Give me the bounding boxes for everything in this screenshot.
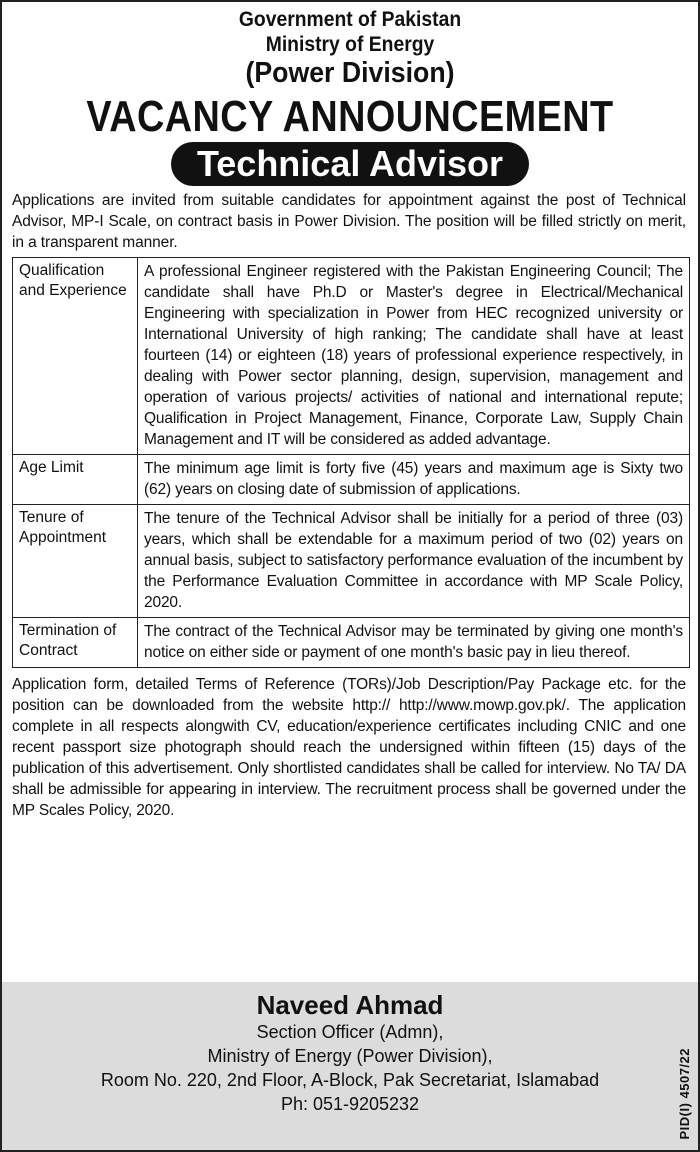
- table-row-qualification: [13, 258, 690, 455]
- row-text: The contract of the Technical Advisor may be terminated by giving one month's notice on either side or payment of one month's basic pay in lieu thereof.: [138, 618, 690, 668]
- header: [2, 2, 698, 186]
- row-label: Qualification and Experience: [13, 258, 138, 455]
- row-text: The minimum age limit is forty five (45) years and maximum age is Sixty two (62) years on closing date of submission of applications.: [138, 455, 690, 505]
- signatory-office: Ministry of Energy (Power Division),: [207, 1046, 493, 1066]
- ministry-line: Ministry of Energy: [265, 33, 435, 56]
- pid-number: PID(I) 4507/22: [677, 1048, 692, 1140]
- position-title: Technical Advisor: [171, 142, 529, 186]
- row-label: Termination of Contract: [13, 618, 138, 668]
- signatory-name: Naveed Ahmad: [256, 990, 444, 1020]
- table-row-age-limit: [13, 455, 690, 505]
- table-row-termination: [13, 618, 690, 668]
- signatory-address: Room No. 220, 2nd Floor, A-Block, Pak Secretariat, Islamabad: [100, 1070, 600, 1090]
- signatory-designation: Section Officer (Admn),: [256, 1022, 444, 1042]
- intro-paragraph: Applications are invited from suitable candidates for appointment against the post of Technical Advisor, MP-I Scale, on contract basis in Power Division. The position will be filled strictly on merit, in a transparent manner.: [12, 192, 686, 251]
- signatory-phone: Ph: 051-9205232: [280, 1094, 420, 1114]
- row-text: The tenure of the Technical Advisor shall be initially for a period of three (03) years, which shall be extendable for a maximum period of two (02) years on annual basis, subject to satisfactory performance evaluation of the incumbent by the Performance Evaluation Committee in accordance with MP Scale Policy, 2020.: [138, 505, 690, 618]
- page-title: VACANCY ANNOUNCEMENT: [86, 92, 614, 141]
- signature-block: [2, 982, 698, 1150]
- division-line: (Power Division): [245, 57, 455, 89]
- table-row-tenure: [13, 505, 690, 618]
- government-line: Government of Pakistan: [238, 8, 462, 31]
- row-text: A professional Engineer registered with the Pakistan Engineering Council; The candidate shall have Ph.D or Master's degree in Electrical/Mechanical Engineering with specialization in Power from HEC recognized university or International University of high ranking; The candidate shall have at least fourteen (14) or eighteen (18) years of professional experience respectively, in dealing with Power sector planning, design, supervision, management and operation of various projects/ activities of national and international repute; Qualification in Project Management, Finance, Corporate Law, Supply Chain Management and IT will be considered as added advantage.: [138, 258, 690, 455]
- closing-paragraph: Application form, detailed Terms of Reference (TORs)/Job Description/Pay Package etc. for the position can be downloaded from the website http:// http://www.mowp.gov.pk/. The application complete in all respects alongwith CV, education/experience certificates including CNIC and one recent passport size photograph should reach the undersigned within fifteen (15) days of the publication of this advertisement. Only shortlisted candidates shall be called for interview. No TA/ DA shall be admissible for appearing in interview. The recruitment process shall be governed under the MP Scales Policy, 2020.: [12, 676, 686, 819]
- details-table: [12, 257, 690, 668]
- row-label: Age Limit: [13, 455, 138, 505]
- row-label: Tenure of Appointment: [13, 505, 138, 618]
